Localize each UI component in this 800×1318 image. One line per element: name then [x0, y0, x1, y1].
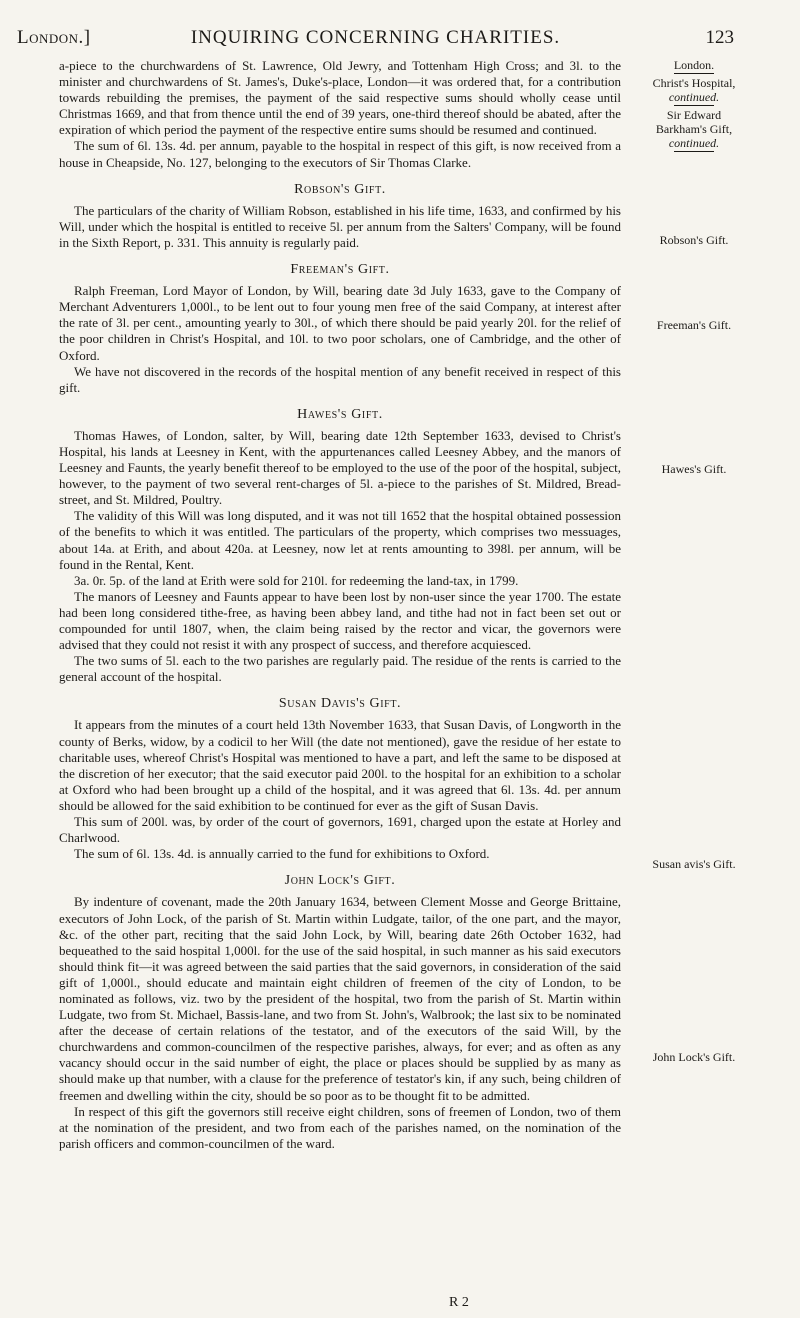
lock-paragraph-1: By indenture of covenant, made the 20th January 1634, between Clement Mosse and George Brittaine, executors of John Lock, of the parish of St. Martin within Ludgate, tailor, of the one part, and the mayor, &c. of the other part, reciting that the said John Lock, by Will, bearing date 26th October 1632, had bequeathed to the said hospital 1,000l. for the use of the said hospital, in such manner as his said executors should think fit—it was agreed between the said parties that the said governors, in consideration of the said gift of 1,000l., should educate and maintain eight children of freemen of the city of London, to be nominated as follows, viz. two by the president of the hospital, two from the parish of St. Martin within Ludgate, two from St. Michael, Bassis-lane, and two from St. John's, Walbrook; the last six to be nominated after the decease of certain relations of the testator, and of the executors of the said Will, by the churchwardens and common-councilmen of the respective parishes, always, for ever; and as often as any vacancy should occur in the said number of eight, the place or places should be supplied by as many as should make up that number, with a clause for the preference of testator's kin, if any such, being children of freemen and dwelling within the city, should be so poor as to be thought fit to be admitted.	[59, 894, 621, 1103]
header-title: INQUIRING CONCERNING CHARITIES.	[190, 27, 561, 48]
hawes-paragraph-4: The manors of Leesney and Faunts appear to have been lost by non-user since the year 1700. The estate had been long considered tithe-free, as having been abbey land, and tithe had not in fact been set out or compounded for until 1807, when, the claim being raised by the rector and vicar, the governors were advised that they could not resist it with any prospect of success, and therefore acquiesced.	[59, 588, 621, 653]
header-location: London.]	[17, 27, 91, 48]
hawes-paragraph-3: 3a. 0r. 5p. of the land at Erith were sold for 210l. for redeeming the land-tax, in 1799.	[74, 572, 519, 588]
susan-paragraph-3: The sum of 6l. 13s. 4d. is annually carried to the fund for exhibitions to Oxford.	[74, 846, 490, 862]
freeman-paragraph-1: Ralph Freeman, Lord Mayor of London, by Will, bearing date 3d July 1633, gave to the Company of Merchant Adventurers 1,000l., to be lent out to four young men free of the said Company, at interest after the rate of 3l. per cent., amounting yearly to 30l., of which there should be paid yearly 20l. for the relief of the poor children in Christ's Hospital, and 10l. to two poor scholars, one of Cambridge, and the other of Oxford.	[59, 283, 621, 363]
paragraph-intro: a-piece to the churchwardens of St. Lawrence, Old Jewry, and Tottenham High Cross; and 3l. to the minister and churchwardens of St. James's, Duke's-place, London—it was ordered that, for a contribution towards rebuilding the premises, the payment of the said respective sums should wholly cease until Christmas 1669, and that from thence until the end of 39 years, one-third thereof should be abated, after the expiration of which period the payment of the respective entire sums should be resumed and continued.	[59, 58, 621, 138]
side-note-lock: John Lock's Gift.	[652, 1050, 736, 1064]
side-note-london: London.	[673, 58, 715, 72]
main-text	[59, 58, 621, 1152]
susan-heading: Susan Davis's Gift.	[278, 696, 402, 712]
robson-heading: Robson's Gift.	[294, 181, 386, 197]
page-number: 123	[705, 27, 734, 48]
side-note-top	[638, 58, 750, 154]
paragraph-intro-2: The sum of 6l. 13s. 4d. per annum, payable to the hospital in respect of this gift, is now received from a house in Cheapside, No. 127, belonging to the executors of Sir Thomas Clarke.	[59, 138, 621, 170]
signature-mark: R 2	[449, 1295, 469, 1310]
side-note-rule	[674, 151, 714, 152]
side-note-christs-hospital: Christ's Hospital,	[652, 76, 736, 90]
side-note-hawes: Hawes's Gift.	[661, 462, 727, 476]
hawes-heading: Hawes's Gift.	[297, 406, 383, 422]
lock-heading: John Lock's Gift.	[284, 873, 396, 889]
lock-paragraph-2: In respect of this gift the governors still receive eight children, sons of freemen of London, two of them at the nomination of the president, and two from each of the parishes named, on the nomination of the parish officers and common-councilmen of the ward.	[59, 1103, 621, 1151]
side-note-continued: continued.	[668, 90, 720, 104]
hawes-paragraph-5: The two sums of 5l. each to the two parishes are regularly paid. The residue of the rents is carried to the general account of the hospital.	[59, 653, 621, 685]
susan-paragraph-2: This sum of 200l. was, by order of the court of governors, 1691, charged upon the estate at Horley and Charlwood.	[59, 814, 621, 846]
side-note-continued-2: continued.	[668, 136, 720, 150]
susan-paragraph-1: It appears from the minutes of a court held 13th November 1633, that Susan Davis, of Longworth in the county of Berks, widow, by a codicil to her Will (the date not mentioned), gave the residue of her estate to charitable uses, whereof Christ's Hospital was mentioned to have a part, and left the same to be disposed at the discretion of her executor; that the said executor paid 200l. to the hospital for an exhibition to a scholar at Oxford who had been brought up a child of the hospital, and it was agreed that 6l. 13s. 4d. per annum should be allowed for the said exhibition to be continued for ever as the gift of Susan Davis.	[59, 717, 621, 813]
freeman-heading: Freeman's Gift.	[290, 262, 390, 278]
running-header	[17, 27, 734, 49]
freeman-paragraph-2: We have not discovered in the records of the hospital mention of any benefit received in respect of this gift.	[59, 363, 621, 395]
side-note-freeman: Freeman's Gift.	[656, 318, 732, 332]
hawes-paragraph-1: Thomas Hawes, of London, salter, by Will, bearing date 12th September 1633, devised to Christ's Hospital, his lands at Leesney in Kent, with the appurtenances called Leesney Abbey, and the manors of Leesney and Faunts, the yearly benefit thereof to be employed to the use of the poor of the hospital, subject, however, to the payment of two several rent-charges of 5l. a-piece to the parishes of St. Mildred, Bread-street, and St. Mildred, Poultry.	[59, 427, 621, 508]
side-note-robson: Robson's Gift.	[659, 233, 729, 247]
side-note-rule	[674, 105, 714, 106]
hawes-paragraph-2: The validity of this Will was long disputed, and it was not till 1652 that the hospital obtained possession of the benefits to which it was entitled. The particulars of the property, which comprises two messuages, about 14a. at Erith, and about 420a. at Leesney, now let at rents amounting to 398l. per annum, will be found in the Rental, Kent.	[59, 508, 621, 572]
side-note-barkham: Barkham's Gift,	[655, 122, 733, 136]
side-note-rule	[674, 73, 714, 74]
side-note-susan: Susan avis's Gift.	[652, 857, 736, 871]
side-note-sir-edward: Sir Edward	[666, 108, 722, 122]
robson-paragraph: The particulars of the charity of William Robson, established in his life time, 1633, and confirmed by his Will, under which the hospital is entitled to receive 5l. per annum from the Salters' Company, will be found in the Sixth Report, p. 331. This annuity is regularly paid.	[59, 202, 621, 250]
